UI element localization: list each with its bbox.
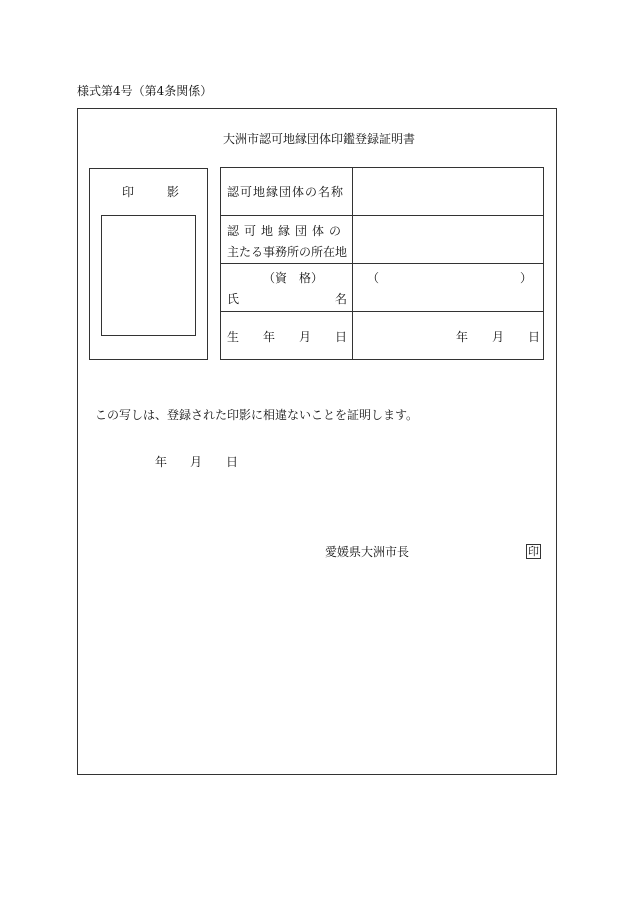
group-name-label: 認可地縁団体の名称 (227, 185, 345, 199)
representative-field[interactable] (353, 264, 543, 311)
seal-impression-area (101, 215, 196, 336)
issuer-name: 愛媛県大洲市長 (325, 545, 410, 559)
certification-text: この写しは、登録された印影に相違ないことを証明します。 (95, 408, 419, 422)
issue-year-unit: 年 (155, 455, 168, 469)
birth-month-unit: 月 (492, 330, 505, 344)
qualification-label: （資 格） (263, 271, 324, 285)
birth-date-label-3: 月 (299, 330, 312, 344)
group-name-field[interactable] (353, 168, 543, 215)
birth-date-label-2: 年 (263, 330, 276, 344)
form-number: 様式第4号（第4条関係） (77, 84, 213, 98)
office-address-label-line2: 主たる事務所の所在地 (227, 245, 348, 259)
document-title: 大洲市認可地縁団体印鑑登録証明書 (223, 132, 416, 146)
issue-day-unit: 日 (226, 455, 239, 469)
qualification-open-paren: （ (367, 271, 380, 285)
issuer-seal-mark: 印 (528, 545, 539, 558)
birth-date-field[interactable] (353, 312, 543, 359)
representative-name-label-2: 名 (335, 292, 348, 306)
office-address-field[interactable] (353, 216, 543, 263)
qualification-close-paren: ） (520, 271, 533, 285)
office-address-label-line1: 認可地縁団体の (227, 224, 347, 238)
birth-date-label-4: 日 (335, 330, 348, 344)
birth-year-unit: 年 (456, 330, 469, 344)
birth-day-unit: 日 (528, 330, 541, 344)
seal-impression-label-2: 影 (167, 185, 180, 199)
issue-month-unit: 月 (190, 455, 203, 469)
birth-date-label-1: 生 (227, 330, 240, 344)
seal-impression-label-1: 印 (122, 185, 135, 199)
representative-name-label-1: 氏 (227, 292, 240, 306)
